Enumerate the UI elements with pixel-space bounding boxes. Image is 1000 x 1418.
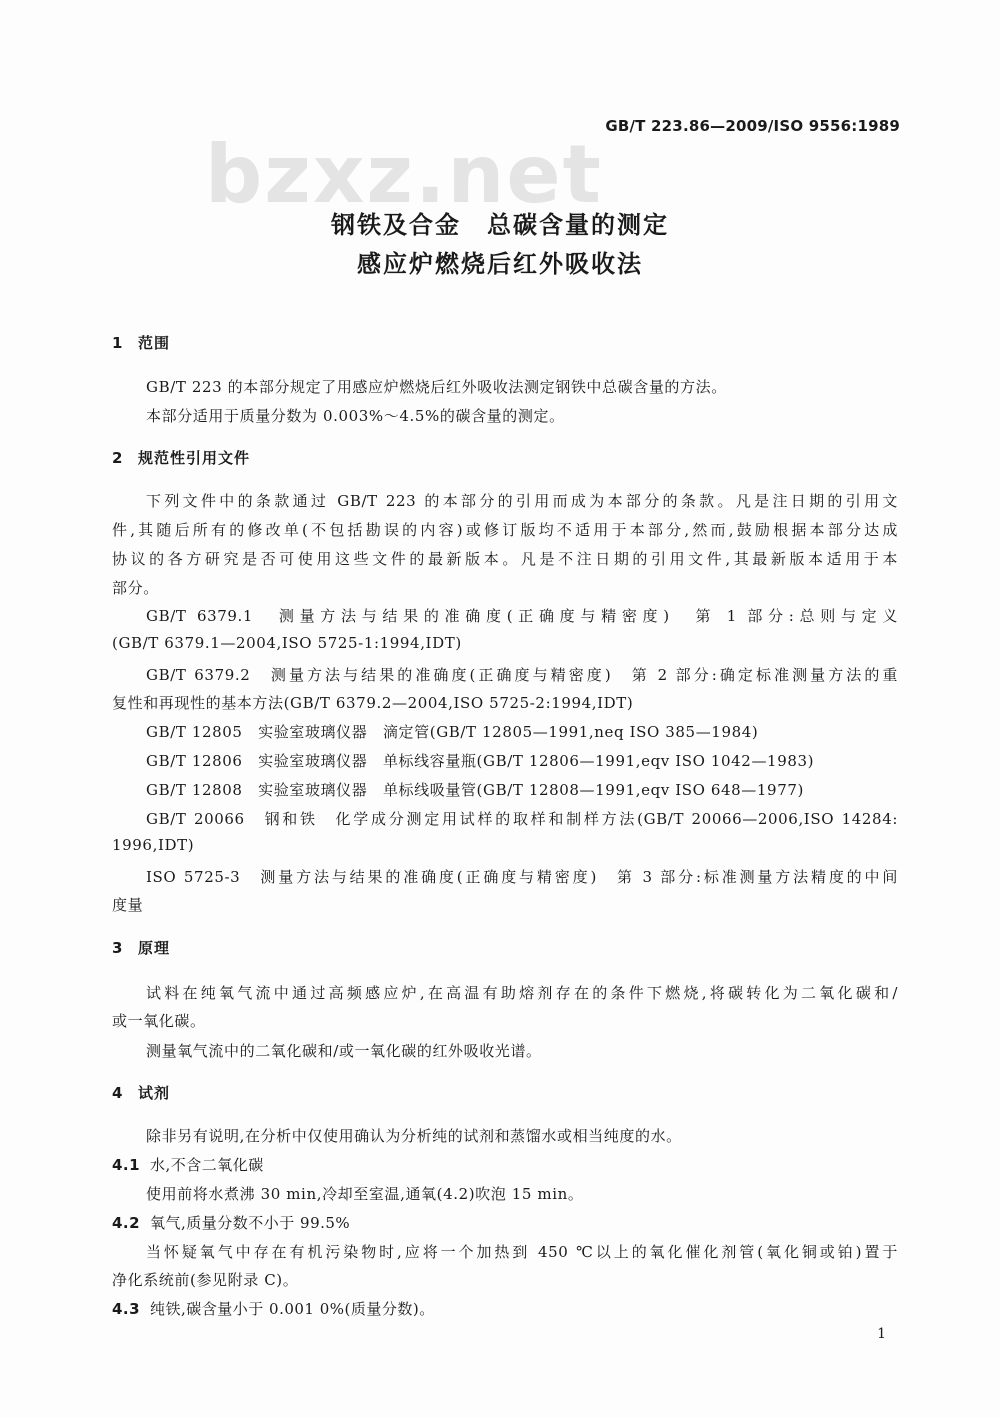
section-2-intro-line-3: 协议的各方研究是否可使用这些文件的最新版本。凡是不注日期的引用文件,其最新版本适用于本: [112, 550, 898, 568]
watermark: bzxz.net: [205, 128, 603, 221]
subsection-number: 4.3: [112, 1300, 141, 1318]
section-1-paragraph-1: GB/T 223 的本部分规定了用感应炉燃烧后红外吸收法测定钢铁中总碳含量的方法。: [146, 378, 727, 396]
subsection-number: 4.2: [112, 1214, 141, 1232]
section-3-paragraph-2: 测量氧气流中的二氧化碳和/或一氧化碳的红外吸收光谱。: [146, 1042, 542, 1060]
subsection-4-2-text-line-2: 净化系统前(参见附录 C)。: [112, 1271, 299, 1289]
reference-2-line-2: 复性和再现性的基本方法(GB/T 6379.2—2004,ISO 5725-2:1994,IDT): [112, 694, 634, 712]
subsection-4-1-text: 使用前将水煮沸 30 min,冷却至室温,通氧(4.2)吹泡 15 min。: [146, 1185, 584, 1203]
subsection-4-1-heading: [112, 1154, 264, 1175]
section-number: 4: [112, 1084, 124, 1102]
subsection-4-2-text-line-1: 当怀疑氧气中存在有机污染物时,应将一个加热到 450 ℃以上的氧化催化剂管(氧化铜或铂)置于: [146, 1243, 898, 1261]
section-2-heading: [112, 447, 250, 468]
section-number: 2: [112, 449, 124, 467]
reference-4: GB/T 12806 实验室玻璃仪器 单标线容量瓶(GB/T 12806—1991,eqv ISO 1042—1983): [146, 752, 815, 770]
section-1-heading: [112, 332, 170, 353]
section-2-intro-line-4: 部分。: [112, 579, 159, 597]
reference-1-line-2: (GB/T 6379.1—2004,ISO 5725-1:1994,IDT): [112, 634, 462, 652]
section-3-paragraph-1-line-1: 试料在纯氧气流中通过高频感应炉,在高温有助熔剂存在的条件下燃烧,将碳转化为二氧化碳和/: [146, 984, 898, 1002]
subsection-title: 氧气,质量分数不小于 99.5%: [150, 1214, 351, 1232]
section-number: 1: [112, 334, 124, 352]
subsection-4-2-heading: [112, 1212, 350, 1233]
page-number: 1: [877, 1326, 886, 1342]
section-1-paragraph-2: 本部分适用于质量分数为 0.003%～4.5%的碳含量的测定。: [146, 407, 565, 425]
reference-7-line-2: 度量: [112, 896, 144, 914]
section-4-paragraph-1: 除非另有说明,在分析中仅使用确认为分析纯的试剂和蒸馏水或相当纯度的水。: [146, 1127, 682, 1145]
reference-1-line-1: GB/T 6379.1 测量方法与结果的准确度(正确度与精密度) 第 1 部分:总则与定义: [146, 607, 898, 625]
document-code: GB/T 223.86—2009/ISO 9556:1989: [605, 117, 900, 135]
reference-3: GB/T 12805 实验室玻璃仪器 滴定管(GB/T 12805—1991,neq ISO 385—1984): [146, 723, 759, 741]
section-title: 原理: [138, 939, 171, 957]
section-3-heading: [112, 937, 170, 958]
section-2-intro-line-1: 下列文件中的条款通过 GB/T 223 的本部分的引用而成为本部分的条款。凡是注日期的引用文: [146, 492, 898, 510]
section-title: 试剂: [138, 1084, 171, 1102]
section-4-heading: [112, 1082, 170, 1103]
reference-6-line-2: 1996,IDT): [112, 836, 195, 854]
subsection-number: 4.1: [112, 1156, 141, 1174]
section-title: 范围: [138, 334, 171, 352]
document-title-line2: 感应炉燃烧后红外吸收法: [357, 250, 643, 278]
section-number: 3: [112, 939, 124, 957]
reference-2-line-1: GB/T 6379.2 测量方法与结果的准确度(正确度与精密度) 第 2 部分:确定标准测量方法的重: [146, 666, 898, 684]
reference-5: GB/T 12808 实验室玻璃仪器 单标线吸量管(GB/T 12808—1991,eqv ISO 648—1977): [146, 781, 804, 799]
section-title: 规范性引用文件: [138, 449, 251, 467]
subsection-4-3-heading: [112, 1298, 435, 1319]
reference-6-line-1: GB/T 20066 钢和铁 化学成分测定用试样的取样和制样方法(GB/T 20066—2006,ISO 14284:: [146, 810, 898, 828]
section-3-paragraph-1-line-2: 或一氧化碳。: [112, 1012, 206, 1030]
subsection-title: 水,不含二氧化碳: [150, 1156, 264, 1174]
document-title-line1: 钢铁及合金 总碳含量的测定: [331, 211, 669, 239]
reference-7-line-1: ISO 5725-3 测量方法与结果的准确度(正确度与精密度) 第 3 部分:标准测量方法精度的中间: [146, 868, 898, 886]
subsection-title: 纯铁,碳含量小于 0.001 0%(质量分数)。: [150, 1300, 435, 1318]
section-2-intro-line-2: 件,其随后所有的修改单(不包括勘误的内容)或修订版均不适用于本部分,然而,鼓励根据本部分达成: [112, 521, 898, 539]
